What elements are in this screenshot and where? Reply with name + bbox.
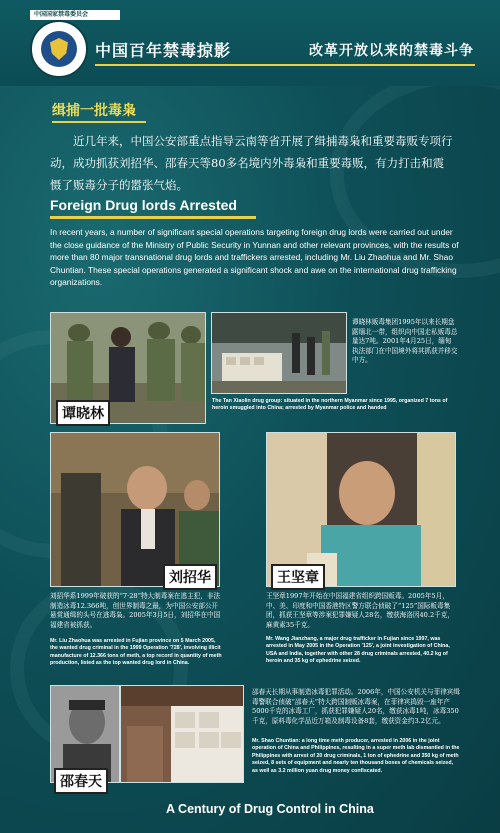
meth-lab-photo	[120, 685, 244, 783]
section-paragraph-en: In recent years, a number of significant special operations targeting foreign drug lords were carried out under the close guidance of the Ministry of Public Security in Yunnan and other relevant provinces, with the results of more than 80 major transnational drug lords and traffickers arrested, including Mr. Liu Zhaohua and Mr. Shao Chuntian. These special operations generated a significant shock and awe on the international drug trafficking organizations.	[50, 227, 459, 288]
section-heading-en: Foreign Drug lords Arrested	[50, 197, 237, 213]
caption-shao-cn: 邵春天长期从事制造冰毒犯罪活动。2006年，中国公安机关与菲律宾缉毒警联合侦破“邵春天”特大跨国制贩冰毒案，在菲律宾捣毁一座年产5000千克的冰毒工厂，抓获犯罪嫌疑人20名，缴获冰毒1吨，冰毒350千克，原料毒化学品近万箱及制毒设备8套，缴获资金约3.2亿元。	[252, 688, 460, 725]
name-tag-tan: 谭晓林	[56, 400, 110, 426]
logo-strip	[30, 10, 120, 20]
lab-illustration	[121, 686, 244, 783]
caption-tan-cn: 谭晓林贩毒集团1995年以来长期盘踞缅北一带，组织向中国走私贩毒总量达7吨。2001年4月25日，缅甸执法部门在中国境外将其抓获并移交中方。	[352, 318, 458, 365]
section-paragraph-cn: 近几年来，中国公安部重点指导云南等省开展了缉捕毒枭和重要毒贩专项行动，成功抓获刘招华、邵春天等80多名境内外毒枭和重要毒贩，有力打击和震慑了贩毒分子的嚣张气焰。	[50, 134, 453, 192]
poster-subtitle: 改革开放以来的禁毒斗争	[309, 43, 474, 59]
caption-wang-cn: 王坚章1997年开始在中国福建省组织跨国贩毒。2005年5月，中、美、印度和中国香港特区警方联合侦破了“125”国际贩毒集团，抓获王坚章等涉案犯罪嫌疑人28名，缴获海洛因40.2千克，麻黄素35千克。	[266, 592, 454, 629]
caption-liu-en: Mr. Liu Zhaohua was arrested in Fujian province on 5 March 2005, the wanted drug criminal in the 1999 Operation '728', involving illicit manufacture of 12.366 tons of meth, a top record in quantity of meth production, listed as the top wanted drug lord in China.	[50, 638, 222, 667]
footer-title: A Century of Drug Control in China	[166, 802, 374, 816]
header-divider	[95, 64, 475, 66]
caption-tan-en: The Tan Xiaolin drug group: situated in the northern Myanmar since 1995, organized 7 tons of heroin smuggled into China; arrested by Myanmar police and handed	[212, 398, 448, 412]
poster-title: 中国百年禁毒掠影	[95, 41, 232, 60]
name-tag-liu: 刘招华	[163, 564, 217, 590]
narcotics-control-emblem	[30, 20, 88, 78]
caption-liu-cn: 刘招华系1999年破获的“7·28”特大制毒案在逃主犯，非法制造冰毒12.366吨，创世界制毒之最，为中国公安部公开悬赏通缉的头号在逃毒枭。2005年3月5日，刘招华在中国福建省被抓获。	[50, 592, 221, 629]
seizure-illustration	[212, 313, 347, 394]
caption-wang-en: Mr. Wang Jianzhang, a major drug trafficker in Fujian since 1997, was arrested in May 2005 in the Operation '125', a joint investigation of China, USA and India, together with other 28 drug criminals arrested, 40.2 kg of heroin and 35 kg of ephedrine seized.	[266, 636, 450, 665]
name-tag-wang: 王坚章	[271, 564, 325, 590]
heading-underline	[52, 121, 146, 123]
heading-underline	[50, 216, 256, 219]
tan-seizure-photo	[211, 312, 347, 394]
caption-shao-en: Mr. Shao Chuntian: a long time meth producer, arrested in 2006 in the joint operation of China and Philippines, resulting in a super meth lab dismantled in the Philippines with arrest of 20 drug criminals, 1 ton of ephedrine and 350 kg of meth seized, 8 sets of equipment and nearly ten thousand boxes of chemicals seized, as well as 3.2 million yuan drug money confiscated.	[252, 738, 460, 774]
logo-text: 中国国家禁毒委员会	[34, 11, 89, 18]
name-tag-shao: 邵春天	[54, 768, 108, 794]
section-heading-cn: 缉捕一批毒枭	[52, 103, 136, 119]
